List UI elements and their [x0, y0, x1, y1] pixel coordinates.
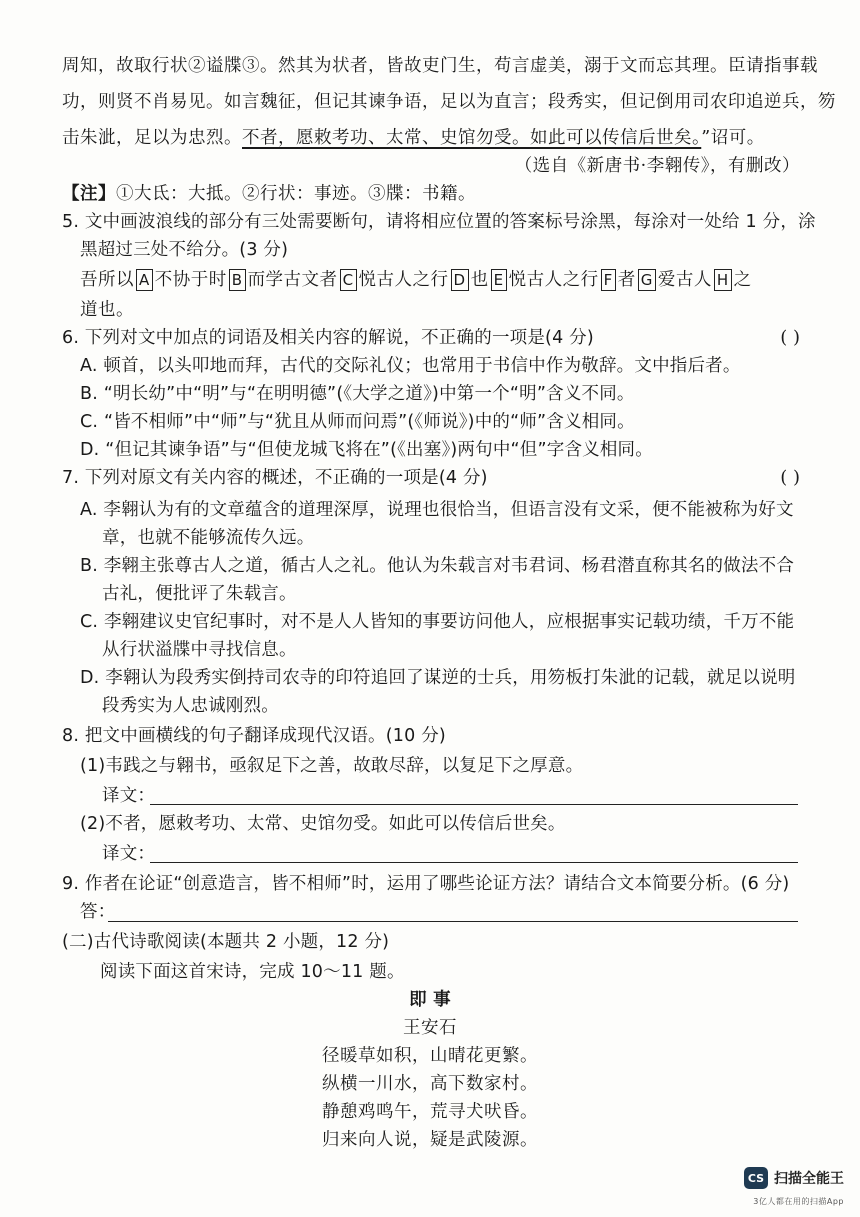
q7-answer-paren[interactable]: ( ) — [780, 467, 800, 488]
q5-stem-line-1: 5. 文中画波浪线的部分有三处需要断句，请将相应位置的答案标号涂黑，每涂对一处给 1 分，涂 — [62, 212, 816, 232]
q5-box-g[interactable]: G — [638, 269, 656, 291]
q9-answer-label: 答： — [80, 902, 116, 922]
q7-option-d-line-1: D. 李翱认为段秀实倒持司农寺的印符追回了谋逆的士兵，用笏板打朱泚的记载，就足以说明 — [80, 668, 796, 688]
section-2-intro: 阅读下面这首宋诗，完成 10～11 题。 — [100, 962, 405, 982]
poem-line-2: 纵横一川水，高下数家村。 — [322, 1074, 538, 1094]
q5-seg-5: 悦古人之行 — [508, 270, 599, 290]
q5-box-e[interactable]: E — [491, 269, 507, 291]
q8-answer-line-2[interactable] — [150, 861, 798, 863]
q7-option-b-line-2: 古礼，便批评了朱载言。 — [102, 584, 297, 604]
cs-logo-icon: CS — [744, 1167, 768, 1189]
passage-line-3 — [62, 124, 765, 152]
poem-author: 王安石 — [403, 1018, 457, 1038]
q5-box-c[interactable]: C — [340, 269, 357, 291]
q5-seg-3: 悦古人之行 — [358, 270, 449, 290]
q8-answer-label-2: 译文： — [102, 844, 156, 864]
note — [62, 180, 476, 208]
q6-option-a: A. 顿首，以头叩地而拜，古代的交际礼仪；也常用于书信中作为敬辞。文中指后者。 — [80, 356, 741, 376]
q5-seg-0: 吾所以 — [80, 270, 134, 290]
q5-seg-6: 者 — [617, 270, 636, 290]
scanner-watermark — [744, 1167, 844, 1189]
q5-seg-4: 也 — [470, 270, 489, 290]
q5-box-d[interactable]: D — [451, 269, 469, 291]
poem-line-4: 归来向人说，疑是武陵源。 — [322, 1130, 538, 1150]
q5-box-h[interactable]: H — [714, 269, 732, 291]
q8-sentence-1: (1)韦践之与翱书，亟叙足下之善，故敢尽辞，以复足下之厚意。 — [80, 756, 584, 776]
q5-seg-1: 不协于时 — [154, 270, 227, 290]
q7-option-b-line-1: B. 李翱主张尊古人之道，循古人之礼。他认为朱载言对韦君词、杨君潜直称其名的做法不合 — [80, 556, 795, 576]
q5-options-line-2: 道也。 — [80, 300, 134, 320]
q6-option-b: B. “明长幼”中“明”与“在明明德”(《大学之道》)中第一个“明”含义不同。 — [80, 384, 635, 404]
q5-seg-2: 而学古文者 — [247, 270, 338, 290]
q5-box-b[interactable]: B — [229, 269, 246, 291]
q7-option-c-line-2: 从行状溢牒中寻找信息。 — [102, 640, 297, 660]
scanner-tagline: 3亿人都在用的扫描App — [753, 1197, 844, 1206]
q7-option-a-line-2: 章，也就不能够流传久远。 — [102, 528, 315, 548]
passage-line-1: 周知，故取行状②谥牒③。然其为状者，皆故吏门生，苟言虚美，溺于文而忘其理。臣请指事载 — [62, 56, 818, 76]
q9-stem: 9. 作者在论证“创意造言，皆不相师”时，运用了哪些论证方法？请结合文本简要分析。(6 分) — [62, 874, 790, 894]
passage-source: （选自《新唐书·李翱传》，有删改） — [514, 156, 800, 176]
q8-sentence-2: (2)不者，愿敕考功、太常、史馆勿受。如此可以传信后世矣。 — [80, 814, 566, 834]
q6-answer-paren[interactable]: ( ) — [780, 327, 800, 348]
section-2-title: (二)古代诗歌阅读(本题共 2 小题，12 分) — [62, 932, 390, 952]
q9-answer-line[interactable] — [108, 920, 798, 922]
passage-line-3-end: ”诏可。 — [701, 128, 765, 148]
q5-options-line — [80, 266, 752, 294]
q6-stem: 6. 下列对文中加点的词语及相关内容的解说，不正确的一项是(4 分) — [62, 328, 594, 348]
passage-line-2: 功，则贤不肖易见。如言魏征，但记其谏争语，足以为直言；段秀实，但记倒用司农印追逆兵，笏 — [62, 92, 836, 112]
poem-line-1: 径暖草如积，山晴花更繁。 — [322, 1046, 538, 1066]
q5-stem-line-2: 黑超过三处不给分。(3 分) — [80, 240, 289, 260]
q8-answer-line-1[interactable] — [150, 803, 798, 805]
q5-seg-8: 之 — [733, 270, 752, 290]
q7-option-a-line-1: A. 李翱认为有的文章蕴含的道理深厚，说理也很恰当，但语言没有文采，便不能被称为好文 — [80, 500, 794, 520]
q5-box-f[interactable]: F — [601, 269, 616, 291]
q8-answer-label-1: 译文： — [102, 786, 156, 806]
scanner-app-name: 扫描全能王 — [774, 1171, 844, 1187]
note-text: ①大氐：大抵。②行状：事迹。③牒：书籍。 — [116, 184, 476, 204]
poem-title: 即 事 — [409, 990, 451, 1010]
note-label: 【注】 — [62, 184, 116, 204]
q6-option-d: D. “但记其谏争语”与“但使龙城飞将在”(《出塞》)两句中“但”字含义相同。 — [80, 440, 653, 460]
q7-option-c-line-1: C. 李翱建议史官纪事时，对不是人人皆知的事要访问他人，应根据事实记载功绩，千万不能 — [80, 612, 795, 632]
q7-stem: 7. 下列对原文有关内容的概述，不正确的一项是(4 分) — [62, 468, 488, 488]
q7-option-d-line-2: 段秀实为人忠诚刚烈。 — [102, 696, 279, 716]
q6-option-c: C. “皆不相师”中“师”与“犹且从师而问焉”(《师说》)中的“师”含义相同。 — [80, 412, 635, 432]
q8-stem: 8. 把文中画横线的句子翻译成现代汉语。(10 分) — [62, 726, 446, 746]
q5-seg-7: 爱古人 — [657, 270, 712, 290]
q5-box-a[interactable]: A — [136, 269, 153, 291]
poem-line-3: 静憩鸡鸣午，荒寻犬吠昏。 — [322, 1102, 538, 1122]
underlined-sentence: 不者，愿敕考功、太常、史馆勿受。如此可以传信后世矣。 — [242, 128, 702, 148]
passage-line-3-start: 击朱泚，足以为忠烈。 — [62, 128, 242, 148]
